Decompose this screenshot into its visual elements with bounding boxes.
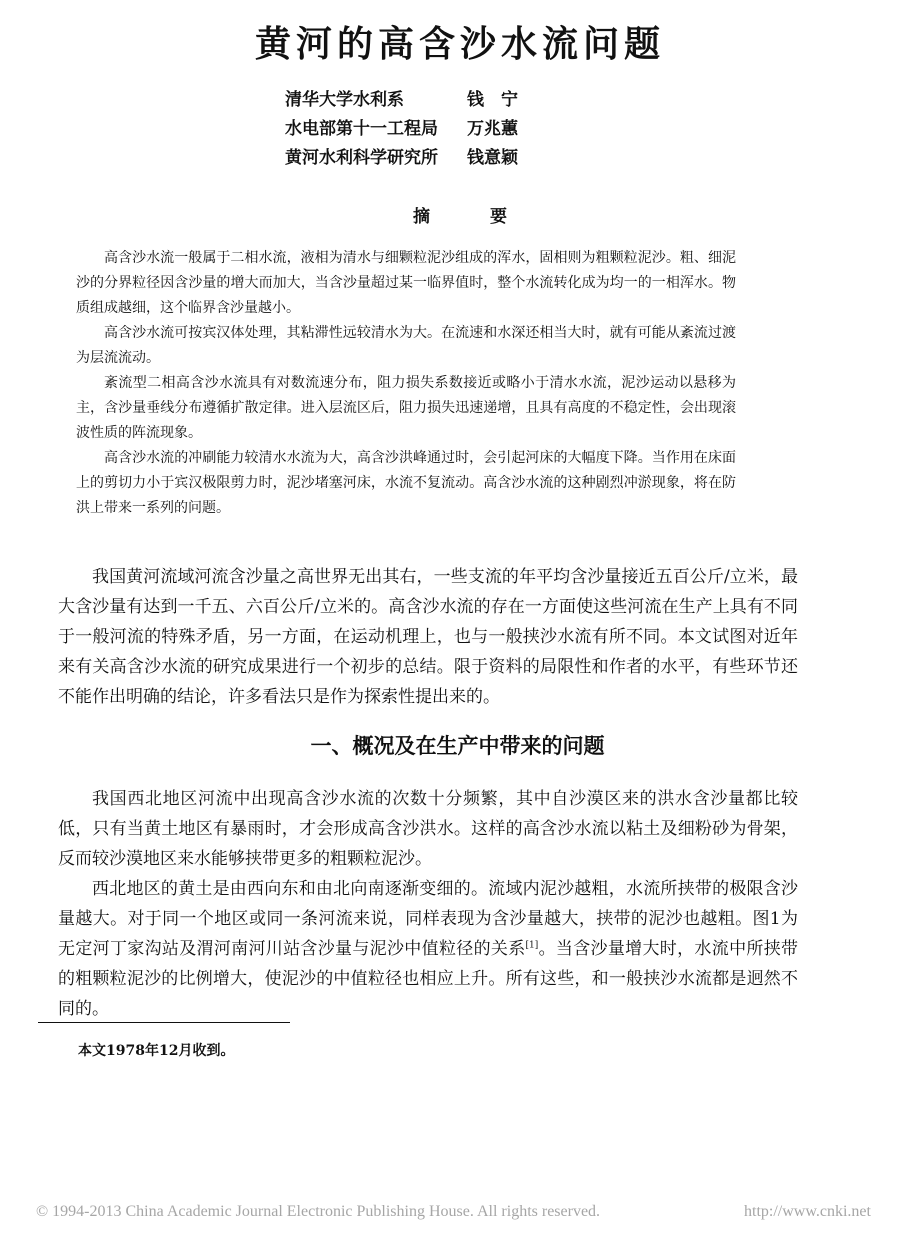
author-row [285,144,518,173]
copyright-notice: © 1994-2013 China Academic Journal Electronic Publishing House. All rights reserved. [36,1203,601,1220]
footer-url[interactable]: http://www.cnki.net [744,1203,871,1220]
section-heading: 一、概况及在生产中带来的问题 [310,733,605,758]
author-affiliation: 清华大学水利系 [285,90,404,110]
intro-section [58,562,798,712]
author-row [285,86,518,115]
abstract-paragraph: 高含沙水流一般属于二相水流，液相为清水与细颗粒泥沙组成的浑水，固相则为粗颗粒泥沙。粗、细泥沙的分界粒径因含沙量的增大而加大，当含沙量超过某一临界值时，整个水流转化成为均一的一相浑水。物质组成越细，这个临界含沙量越小。 [76,250,736,316]
body-paragraph: 我国西北地区河流中出现高含沙水流的次数十分频繁，其中自沙漠区来的洪水含沙量都比较低，只有当黄土地区有暴雨时，才会形成高含沙洪水。这样的高含沙水流以粘土及细粉砂为骨架，反而较沙漠地区来水能够挟带更多的粗颗粒泥沙。 [58,789,798,869]
author-name: 钱意颖 [467,148,518,168]
abstract-heading: 摘要 [413,207,567,227]
abstract-paragraph: 高含沙水流可按宾汉体处理，其粘滞性远较清水为大。在流速和水深还相当大时，就有可能从紊流过渡为层流流动。 [76,325,736,366]
intro-paragraph: 我国黄河流域河流含沙量之高世界无出其右，一些支流的年平均含沙量接近五百公斤/立米，最大含沙量有达到一千五、六百公斤/立米的。高含沙水流的存在一方面使这些河流在生产上具有不同于一般河流的特殊矛盾，另一方面，在运动机理上，也与一般挟沙水流有所不同。本文试图对近年来有关高含沙水流的研究成果进行一个初步的总结。限于资料的局限性和作者的水平，有些环节还不能作出明确的结论，许多看法只是作为探索性提出来的。 [58,567,798,707]
paper-title: 黄河的高含沙水流问题 [254,23,665,65]
footnote: 本文1978年12月收到。 [78,1043,235,1059]
section-body [58,784,798,1024]
abstract-paragraph: 紊流型二相高含沙水流具有对数流速分布，阻力损失系数接近或略小于清水水流，泥沙运动以悬移为主，含沙量垂线分布遵循扩散定律。进入层流区后，阻力损失迅速递增，且具有高度的不稳定性，会出现滚波性质的阵流现象。 [76,375,736,441]
author-affiliation: 水电部第十一工程局 [285,119,438,139]
body-paragraph [58,874,798,1024]
author-block [285,86,518,173]
abstract-body [76,246,736,521]
author-name: 万兆蕙 [467,119,518,139]
footnote-divider [38,1022,290,1023]
author-row [285,115,518,144]
paragraph-text: 西北地区的黄土是由西向东和由北向南逐渐变细的。流域内泥沙越粗，水流所挟带的极限含沙量越大。对于同一个地区或同一条河流来说，同样表现为含沙量越大，挟带的泥沙也越粗。图1为无定河丁家沟站及渭河南河川站含沙量与泥沙中值粒径的关系 [58,879,798,959]
abstract-paragraph: 高含沙水流的冲刷能力较清水水流为大，高含沙洪峰通过时，会引起河床的大幅度下降。当作用在床面上的剪切力小于宾汉极限剪力时，泥沙堵塞河床，水流不复流动。高含沙水流的这种剧烈冲淤现象，将在防洪上带来一系列的问题。 [76,450,736,516]
author-affiliation: 黄河水利科学研究所 [285,148,438,168]
reference-marker[interactable]: [1] [525,940,539,951]
author-name: 钱 宁 [467,90,518,110]
paragraph-text: 。当含沙量增大时，水流中所挟带的粗颗粒泥沙的比例增大，使泥沙的中值粒径也相应上升。所有这些，和一般挟沙水流都是迥然不同的。 [58,939,799,1019]
